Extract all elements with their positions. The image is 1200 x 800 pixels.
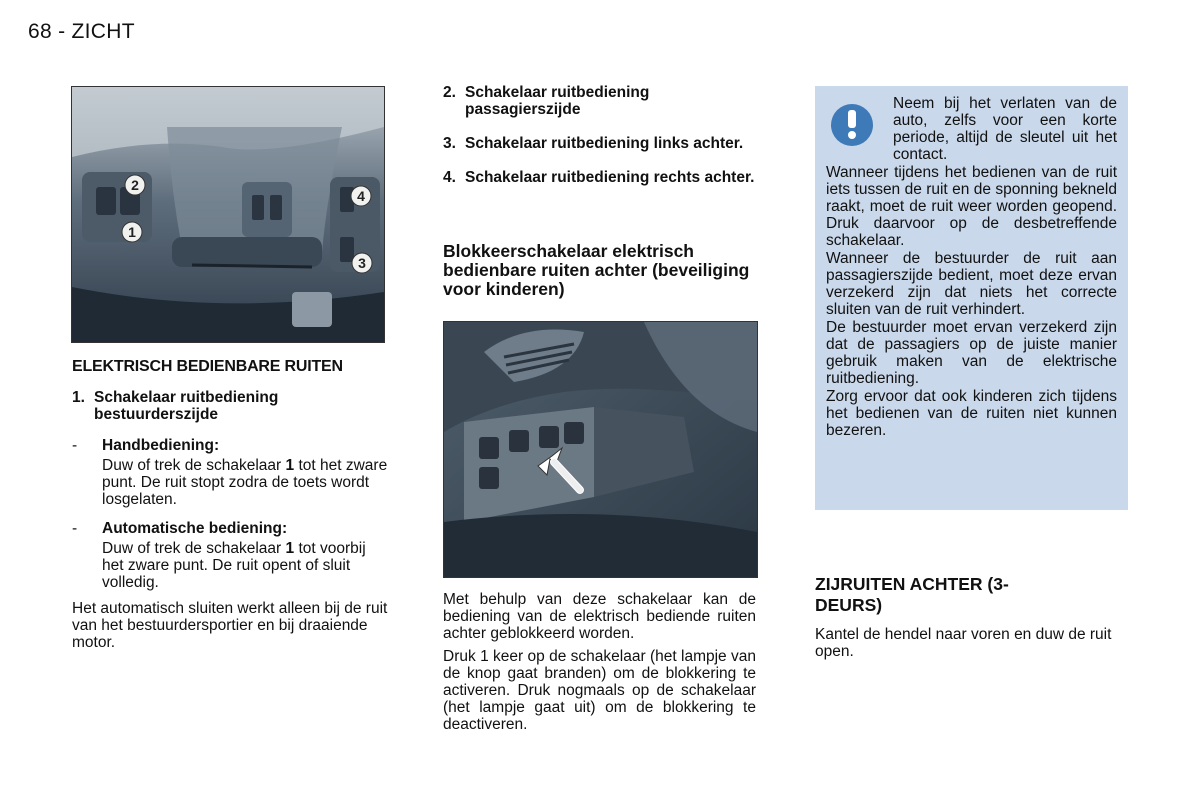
callout-2-label: 2 xyxy=(131,177,139,193)
dash-item-manual xyxy=(72,437,390,454)
callout-para: De bestuurder moet ervan verzekerd zijn dat de passagiers op de juiste manier gebruik maken van de elektrische ruitbediening. xyxy=(826,319,1117,387)
exclamation-icon xyxy=(831,104,873,146)
text-segment: Duw of trek de schakelaar xyxy=(102,457,286,474)
list-item-label: Schakelaar ruitbediening bestuurderszijde xyxy=(94,389,279,423)
list-item-label: Schakelaar ruitbediening links achter. xyxy=(465,135,744,152)
text-segment: tot voorbij het zware punt. De ruit opent of sluit volledig. xyxy=(102,540,366,591)
callout-1-label: 1 xyxy=(128,224,136,240)
dash-item-automatic xyxy=(72,520,390,537)
window-switches-photo xyxy=(71,86,385,343)
callout-first-para: Neem bij het verlaten van de auto, zelfs voor een korte periode, altijd de sleutel uit het contact. xyxy=(893,95,1117,163)
text-segment: tot het zware punt. De ruit stopt zodra de toets wordt losgelaten. xyxy=(102,457,388,508)
callout-paragraphs xyxy=(826,164,1117,439)
child-lock-description xyxy=(443,591,756,733)
callout-1 xyxy=(122,222,142,242)
list-number: 2. xyxy=(443,84,456,101)
safety-warning-box xyxy=(815,86,1128,510)
dash-mark: - xyxy=(72,437,78,454)
manual-operation-text xyxy=(72,457,390,508)
page-header: 68 - ZICHT xyxy=(28,20,135,43)
list-item-2 xyxy=(443,84,763,118)
list-number: 3. xyxy=(443,135,456,152)
callout-4 xyxy=(351,186,371,206)
child-lock-photo xyxy=(443,321,758,578)
list-item-1 xyxy=(72,389,390,423)
callout-4-label: 4 xyxy=(357,188,365,204)
child-lock-para-2: Druk 1 keer op de schakelaar (het lampje van de knop gaat branden) om de blokkering te activeren. Druk nogmaals op de schakelaar (het lampje gaat uit) om de blokkering te deactiveren. xyxy=(443,648,756,733)
list-item-label: Schakelaar ruitbediening rechts achter. xyxy=(465,169,755,186)
text-segment: Duw of trek de schakelaar xyxy=(102,540,286,557)
window-switches-illustration xyxy=(72,87,384,342)
automatic-operation-text xyxy=(72,540,390,591)
callout-3 xyxy=(352,253,372,273)
list-item-3 xyxy=(443,135,763,152)
callout-para: Wanneer de bestuurder de ruit aan passagierszijde bedient, moet deze ervan verzekerd zijn dat niets het correcte sluiten van de ruit verhindert. xyxy=(826,250,1117,318)
rear-side-windows-heading: ZIJRUITEN ACHTER (3-DEURS) xyxy=(815,574,1009,615)
rear-side-windows-text: Kantel de hendel naar voren en duw de ruit open. xyxy=(815,626,1112,660)
left-column-text xyxy=(72,389,390,651)
auto-close-note: Het automatisch sluiten werkt alleen bij de ruit van het bestuurdersportier en bij draaiende motor. xyxy=(72,600,388,651)
child-lock-heading: Blokkeerschakelaar elektrisch bedienbare ruiten achter (beveiliging voor kinderen) xyxy=(443,241,750,299)
list-item-4 xyxy=(443,169,763,186)
callout-2 xyxy=(125,175,145,195)
section-title-electric-windows: ELEKTRISCH BEDIENBARE RUITEN xyxy=(72,358,343,375)
callout-para: Zorg ervoor dat ook kinderen zich tijdens het bedienen van de ruiten niet kunnen bezeren. xyxy=(826,388,1117,439)
child-lock-illustration xyxy=(444,322,757,577)
callout-para: Wanneer tijdens het bedienen van de ruit iets tussen de ruit en de sponning bekneld raakt, moet de ruit weer worden geopend. Druk daarvoor op de desbetreffende schakelaar. xyxy=(826,164,1117,249)
callout-3-label: 3 xyxy=(358,255,366,271)
dash-item-label: Automatische bediening: xyxy=(102,520,288,537)
list-item-label: Schakelaar ruitbediening passagierszijde xyxy=(465,84,650,118)
switch-number: 1 xyxy=(285,540,295,557)
dash-item-label: Handbediening: xyxy=(102,437,220,454)
child-lock-para-1: Met behulp van deze schakelaar kan de bediening van de elektrisch bediende ruiten achter geblokkeerd worden. xyxy=(443,591,756,642)
dash-mark: - xyxy=(72,520,78,537)
switch-number: 1 xyxy=(285,457,295,474)
middle-switch-list xyxy=(443,84,763,186)
list-number: 4. xyxy=(443,169,456,186)
list-number: 1. xyxy=(72,389,85,406)
